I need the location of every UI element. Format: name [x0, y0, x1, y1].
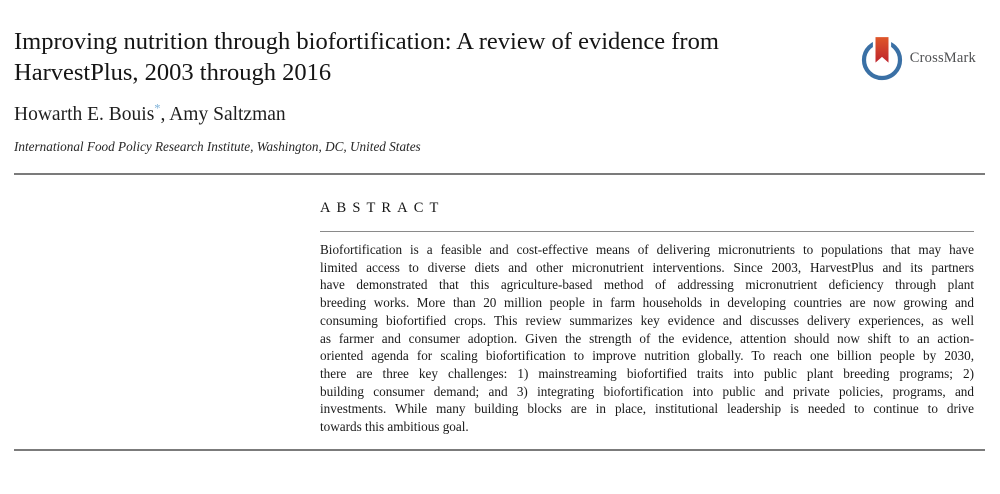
author-name-2: Amy Saltzman — [169, 104, 286, 125]
abstract-line: investments. While many building blocks are in place, institutional leadership is needed to continue to drive — [320, 401, 974, 417]
crossmark-badge[interactable] — [860, 34, 976, 82]
abstract-paragraph — [320, 241, 974, 436]
title-line-2: HarvestPlus, 2003 through 2016 — [14, 59, 332, 86]
page-title — [14, 0, 985, 88]
abstract-line: building consumer demand; and 3) integrating biofortification into public and private policies, programs, and — [320, 383, 974, 399]
abstract-line: towards this ambitious goal. — [320, 419, 469, 435]
abstract-rule — [320, 231, 974, 232]
abstract-line: Biofortification is a feasible and cost-effective means of delivering micronutrients to populations that may have — [320, 242, 974, 257]
author-name-1: Howarth E. Bouis — [14, 104, 155, 125]
author-separator: , — [160, 104, 170, 125]
title-line-1: Improving nutrition through biofortification: A review of evidence from — [14, 28, 719, 55]
crossmark-bookmark-icon — [860, 34, 904, 82]
crossmark-label: CrossMark — [909, 49, 976, 66]
abstract-line: have demonstrated that this agriculture-based method of addressing micronutrient deficiency through plant — [320, 277, 974, 293]
abstract-line: breeding works. More than 20 million people in farm households in developing countries are now growing and — [320, 295, 974, 311]
abstract-section — [320, 175, 974, 436]
abstract-line: consuming biofortified crops. This review summarizes key evidence and discusses delivery experiences, as well — [320, 312, 974, 328]
abstract-line: there are three key challenges: 1) mainstreaming biofortified traits into public plant breeding programs; 2) — [320, 365, 974, 381]
authors-line — [14, 101, 985, 126]
abstract-line: oriented agenda for scaling biofortification to improve nutrition globally. To reach one billion people by 2030, — [320, 348, 974, 364]
corresponding-author-marker[interactable]: * — [154, 101, 161, 116]
affiliation: International Food Policy Research Institute, Washington, DC, United States — [14, 139, 421, 154]
abstract-line: as farmer and consumer adoption. Given the strength of the evidence, attention should now shift to an action- — [320, 330, 974, 346]
abstract-heading: ABSTRACT — [320, 200, 445, 216]
abstract-line: limited access to diverse diets and other micronutrient interventions. Since 2003, HarvestPlus and its partners — [320, 259, 974, 275]
bottom-separator-rule — [14, 449, 985, 451]
